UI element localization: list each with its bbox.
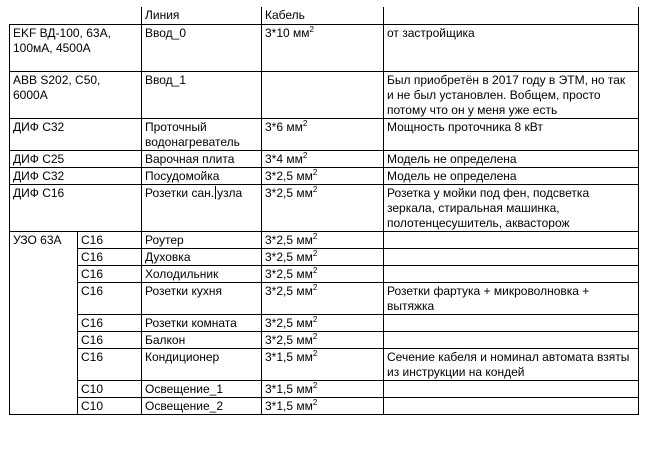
cable-text: 3*2,5 мм [265,249,313,264]
unit-superscript: 2 [312,248,318,258]
table-row [10,231,639,248]
breaker-cell[interactable]: С16 [78,314,142,331]
breaker-cell[interactable]: С10 [78,380,142,397]
cable-text: 3*2,5 мм [265,332,313,347]
note-cell[interactable] [384,248,639,265]
cable-text: 3*2,5 мм [265,185,313,200]
breaker-cell[interactable]: С16 [78,248,142,265]
device-cell[interactable]: ДИФ С32 [10,118,142,150]
breaker-cell[interactable]: С16 [78,348,142,380]
spreadsheet [9,7,639,415]
line-cell[interactable]: Освещение_2 [142,397,262,414]
note-cell[interactable] [384,380,639,397]
cable-cell[interactable] [262,167,384,184]
unit-superscript: 2 [312,231,318,241]
device-cell[interactable]: ABB S202, C50, 6000A [10,71,142,118]
cable-text: 3*1,5 мм [265,398,313,413]
header-cable[interactable]: Кабель [262,7,384,24]
breaker-cell[interactable]: С16 [78,231,142,248]
line-cell[interactable] [142,184,262,231]
cable-cell[interactable] [262,184,384,231]
cable-text: 3*2,5 мм [265,266,313,281]
table-row [10,380,639,397]
line-text: узла [217,185,243,200]
note-cell[interactable]: Розетка у мойки под фен, подсветка зеркала, стиральная машинка, полотенцесушитель, аквасторож [384,184,639,231]
note-cell[interactable] [384,331,639,348]
cable-cell[interactable] [262,348,384,380]
line-cell[interactable]: Розетки комната [142,314,262,331]
line-cell[interactable]: Проточный водонагреватель [142,118,262,150]
unit-superscript: 2 [312,314,318,324]
line-cell[interactable]: Ввод_0 [142,24,262,71]
line-cell[interactable]: Холодильник [142,265,262,282]
device-cell[interactable]: ДИФ С32 [10,167,142,184]
note-cell[interactable] [384,231,639,248]
note-cell[interactable] [384,265,639,282]
cable-cell[interactable] [262,314,384,331]
note-cell[interactable]: Был приобретён в 2017 году в ЭТМ, но так и не был установлен. Вобщем, просто потому что он у меня уже есть [384,71,639,118]
line-cell[interactable]: Кондиционер [142,348,262,380]
line-cell[interactable]: Балкон [142,331,262,348]
header-device[interactable] [10,7,142,24]
line-cell[interactable]: Духовка [142,248,262,265]
line-cell[interactable]: Ввод_1 [142,71,262,118]
breaker-cell[interactable]: С16 [78,331,142,348]
cable-text: 3*10 мм [265,25,310,40]
cable-text: 3*4 мм [265,151,303,166]
cable-cell[interactable] [262,24,384,71]
table-row [10,71,639,118]
table-row [10,282,639,314]
unit-superscript: 2 [302,150,308,160]
note-cell[interactable]: Модель не определена [384,167,639,184]
cable-text: 3*2,5 мм [265,315,313,330]
line-text: Розетки сан. [145,185,215,200]
cable-cell[interactable] [262,397,384,414]
unit-superscript: 2 [312,331,318,341]
table-row [10,397,639,414]
table-row [10,150,639,167]
note-cell[interactable]: от застройщика [384,24,639,71]
cable-cell[interactable] [262,118,384,150]
device-cell[interactable]: ДИФ С25 [10,150,142,167]
header-line[interactable]: Линия [142,7,262,24]
header-note[interactable] [384,7,639,24]
cable-cell[interactable] [262,331,384,348]
cable-cell[interactable] [262,282,384,314]
table-row [10,331,639,348]
unit-superscript: 2 [312,397,318,407]
cable-cell[interactable] [262,265,384,282]
line-cell[interactable]: Освещение_1 [142,380,262,397]
uzo-cell[interactable]: УЗО 63А [10,231,78,414]
cable-text: 3*1,5 мм [265,349,313,364]
note-cell[interactable] [384,314,639,331]
header-row [10,7,639,24]
cable-text: 3*2,5 мм [265,283,313,298]
unit-superscript: 2 [312,348,318,358]
unit-superscript: 2 [312,265,318,275]
unit-superscript: 2 [312,380,318,390]
table-row [10,167,639,184]
unit-superscript: 2 [302,118,308,128]
cable-cell[interactable] [262,380,384,397]
device-cell[interactable]: EKF ВД-100, 63А, 100мА, 4500А [10,24,142,71]
table-row [10,184,639,231]
breaker-cell[interactable]: С16 [78,265,142,282]
note-cell[interactable]: Сечение кабеля и номинал автомата взяты из инструкции на кондей [384,348,639,380]
unit-superscript: 2 [312,184,318,194]
table-row [10,248,639,265]
wiring-table [9,7,639,415]
cable-cell[interactable] [262,71,384,118]
note-cell[interactable]: Розетки фартука + микроволновка + вытяжка [384,282,639,314]
line-cell[interactable]: Варочная плита [142,150,262,167]
note-cell[interactable]: Мощность проточника 8 кВт [384,118,639,150]
table-row [10,24,639,71]
table-row [10,314,639,331]
note-cell[interactable]: Модель не определена [384,150,639,167]
table-row [10,118,639,150]
table-row [10,348,639,380]
breaker-cell[interactable]: С16 [78,282,142,314]
text-cursor-icon [215,186,216,199]
cable-cell[interactable] [262,231,384,248]
cable-text: 3*2,5 мм [265,168,313,183]
line-cell[interactable]: Посудомойка [142,167,262,184]
note-cell[interactable] [384,397,639,414]
breaker-cell[interactable]: С10 [78,397,142,414]
table-row [10,265,639,282]
cable-cell[interactable] [262,150,384,167]
unit-superscript: 2 [312,282,318,292]
cable-text: 3*6 мм [265,119,303,134]
cable-text: 3*2,5 мм [265,232,313,247]
unit-superscript: 2 [309,24,314,34]
line-cell[interactable]: Розетки кухня [142,282,262,314]
device-cell[interactable]: ДИФ С16 [10,184,142,231]
cable-cell[interactable] [262,248,384,265]
line-cell[interactable]: Роутер [142,231,262,248]
cable-text: 3*1,5 мм [265,381,313,396]
unit-superscript: 2 [312,167,318,177]
